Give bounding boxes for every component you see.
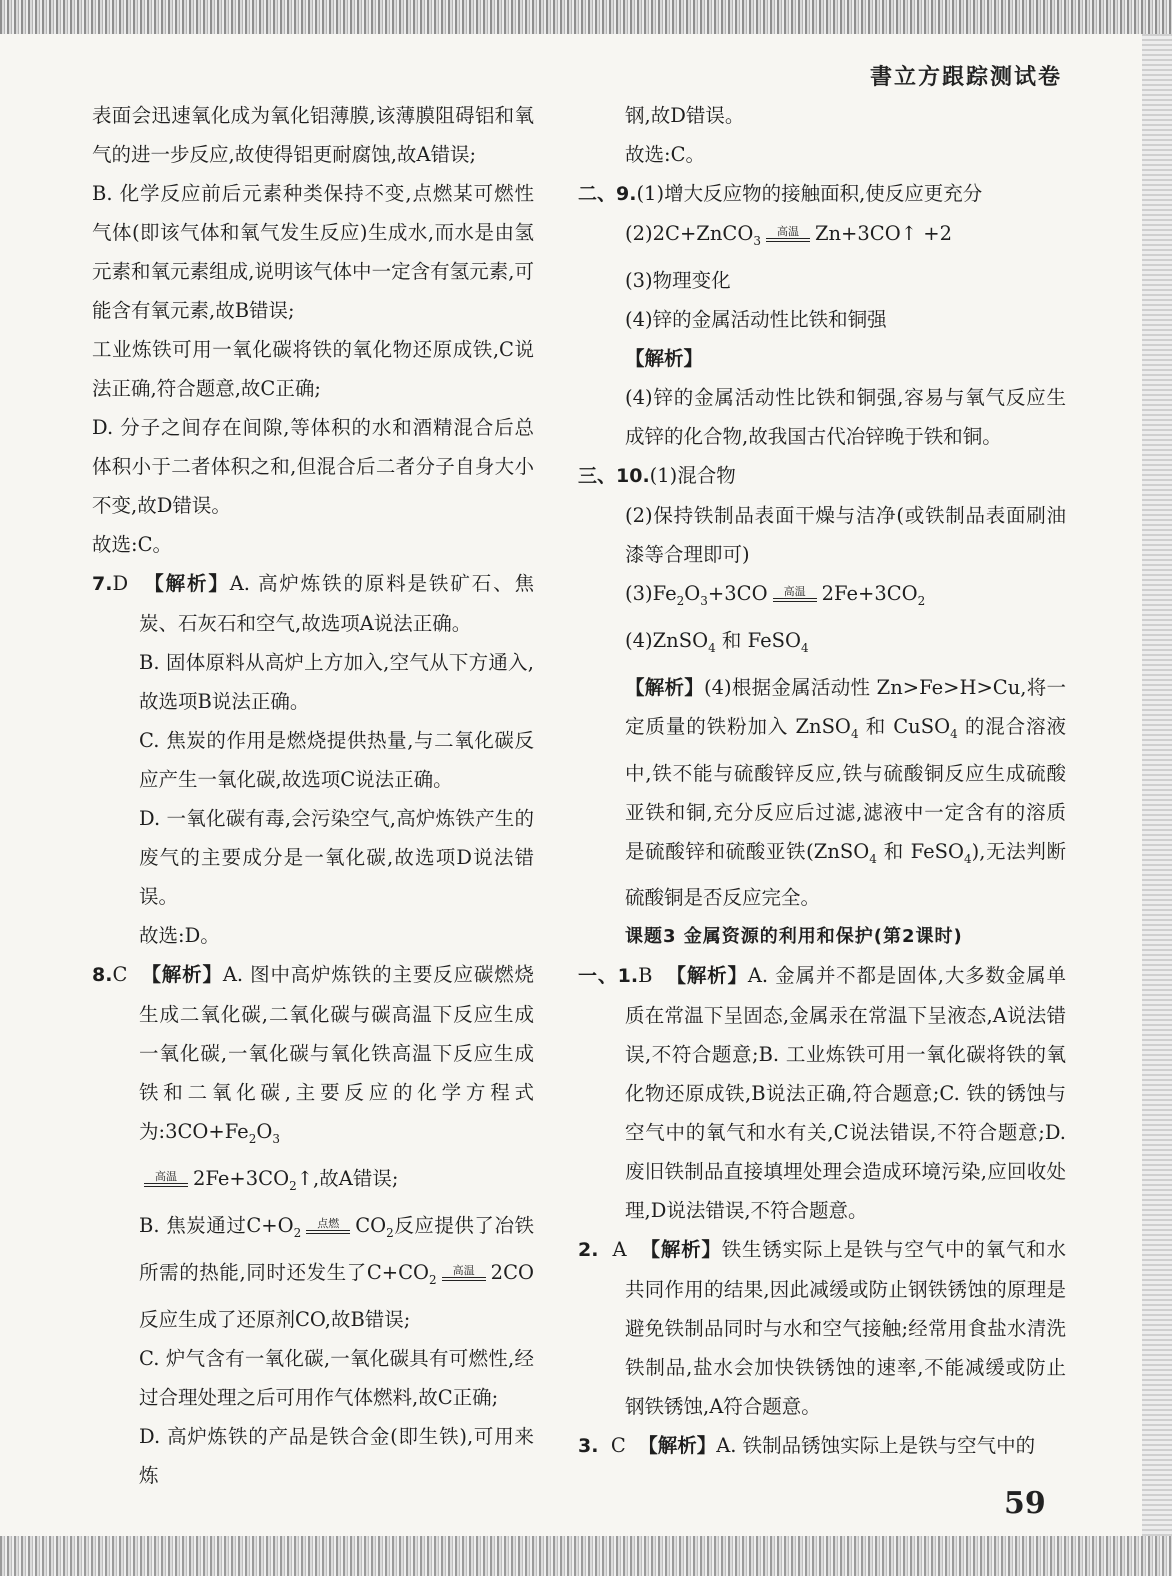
answer: (1)增大反应物的接触面积,使反应更充分 xyxy=(636,182,983,205)
reaction-condition: 高温 xyxy=(783,584,806,598)
formula-part: Zn+3CO↑ +2 xyxy=(814,222,952,245)
paragraph: D. 高炉炼铁的产品是铁合金(即生铁),可用来炼 xyxy=(139,1424,534,1487)
paragraph: 工业炼铁可用一氧化碳将铁的氧化物还原成铁,C说法正确,符合题意,故C正确; xyxy=(92,338,534,400)
subscript: 2 xyxy=(386,1225,394,1240)
analysis-tag: 【解析】 xyxy=(141,963,223,986)
question-2 xyxy=(578,1230,1066,1426)
lesson-heading: 课题3 金属资源的利用和保护(第2课时) xyxy=(625,926,963,948)
formula-part: ),无法判断硫酸铜是否反应完全。 xyxy=(625,839,1067,910)
equation-line xyxy=(92,1159,534,1206)
question-9 xyxy=(578,174,1066,214)
left-column xyxy=(92,96,534,1495)
reaction-condition: 高温 xyxy=(452,1263,475,1277)
paragraph: B. 固体原料从高炉上方加入,空气从下方通入,故选项B说法正确。 xyxy=(139,651,534,713)
reaction-condition: 点燃 xyxy=(317,1216,340,1230)
analysis-tag-line xyxy=(578,339,1066,378)
formula-part: (3)Fe xyxy=(625,581,677,605)
paragraph: 故选:C。 xyxy=(625,143,705,166)
subscript: 2 xyxy=(293,1225,302,1240)
subscript: 4 xyxy=(950,726,958,741)
formula-part: 和 FeSO xyxy=(715,628,801,652)
paragraph: 表面会迅速氧化成为氧化铝薄膜,该薄膜阻碍铝和氧气的进一步反应,故使得铝更耐腐蚀,故A错误; xyxy=(92,104,534,166)
scan-edge-right xyxy=(1142,34,1172,1536)
question-number: 三、10. xyxy=(578,464,650,487)
question-7 xyxy=(92,564,534,643)
answer: C xyxy=(610,1434,626,1458)
answer xyxy=(578,621,1066,668)
equation-line xyxy=(578,574,1066,621)
paragraph: 故选:D。 xyxy=(139,924,220,947)
formula-part: B. 焦炭通过C+O xyxy=(139,1213,294,1237)
answer: A xyxy=(612,1238,627,1262)
question-10 xyxy=(578,456,1066,496)
answer: B xyxy=(638,964,653,988)
reaction-condition: 高温 xyxy=(776,225,799,238)
subscript: 3 xyxy=(753,233,761,248)
explanation: A. 高炉炼铁的原料是铁矿石、焦炭、石灰石和空气,故选项A说法正确。 xyxy=(139,572,534,635)
formula-part: O xyxy=(684,581,701,605)
subscript: 3 xyxy=(272,1131,281,1146)
paragraph: C. 焦炭的作用是燃烧提供热量,与二氧化碳反应产生一氧化碳,故选项C说法正确。 xyxy=(139,729,534,791)
analysis-tag: 【解析】 xyxy=(625,675,705,699)
answer: (1)混合物 xyxy=(649,463,736,487)
formula-part: (2)2C+ZnCO xyxy=(625,222,754,245)
formula-part: (4)根据金属活动性 Zn>Fe>H>Cu,将一定质量的铁粉加入 ZnSO xyxy=(625,675,1066,738)
scan-edge-top xyxy=(0,0,1172,34)
explanation: (4)锌的金属活动性比铁和铜强,容易与氧气反应生成锌的化合物,故我国古代冶锌晚于铁和铜。 xyxy=(625,385,1066,448)
formula-part: 和 CuSO xyxy=(858,714,951,738)
explanation: 铁生锈实际上是铁与空气中的氧气和水共同作用的结果,因此减缓或防止钢铁锈蚀的原理是避免铁制品同时与水和空气接触;经常用食盐水清洗铁制品,盐水会加快铁锈蚀的速率,不能减缓或防止钢铁锈蚀,A符合题意。 xyxy=(625,1238,1066,1419)
subscript: 2 xyxy=(289,1178,297,1193)
subscript: 2 xyxy=(248,1131,257,1146)
paragraph: D. 一氧化碳有毒,会污染空气,高炉炼铁产生的废气的主要成分是一氧化碳,故选项D说法错误。 xyxy=(139,807,534,908)
formula-part: ↑,故A错误; xyxy=(296,1166,399,1190)
subscript: 2 xyxy=(429,1272,437,1287)
analysis-tag: 【解析】 xyxy=(666,964,748,988)
analysis-tag: 【解析】 xyxy=(144,572,230,595)
question-8 xyxy=(92,955,534,1159)
question-number: 2. xyxy=(578,1239,599,1262)
subscript: 3 xyxy=(700,593,708,608)
formula-part: 反应提供了冶铁所需的热能,同时还发生了C+CO xyxy=(139,1213,534,1284)
explanation: A. 铁制品锈蚀实际上是铁与空气中的 xyxy=(716,1434,1036,1458)
question-number: 7. xyxy=(92,573,113,595)
subscript: 4 xyxy=(869,851,877,866)
formula-part: 2CO反应生成了还原剂CO,故B错误; xyxy=(139,1260,534,1331)
formula-part: 的混合溶液中,铁不能与硫酸锌反应,铁与硫酸铜反应生成硫酸亚铁和铜,充分反应后过滤,滤液中一定含有的溶质是硫酸锌和硫酸亚铁(ZnSO xyxy=(625,714,1066,863)
analysis-tag: 【解析】 xyxy=(640,1238,722,1262)
formula-part: +3CO xyxy=(707,581,768,605)
question-number: 8. xyxy=(92,964,113,986)
subscript: 4 xyxy=(800,640,809,655)
paragraph: C. 炉气含有一氧化碳,一氧化碳具有可燃性,经过合理处理之后可用作气体燃料,故C正确; xyxy=(139,1346,534,1409)
answer: (2)保持铁制品表面干燥与洁净(或铁制品表面刷油漆等合理即可) xyxy=(625,503,1066,566)
explanation: A. 金属并不都是固体,大多数金属单质在常温下呈固态,金属汞在常温下呈液态,A说法错误,不符合题意;B. 工业炼铁可用一氧化碳将铁的氧化物还原成铁,B说法正确,符合题意;C. 铁的锈蚀与空气中的氧气和水有关,C说法错误,不符合题意;D. 废旧铁制品直接填埋处理会造成环境污染,应回收处理,D说法错误,不符合题意。 xyxy=(625,964,1066,1223)
paragraph: 故选:C。 xyxy=(92,533,172,556)
question-3 xyxy=(578,1426,1066,1466)
formula-part: 2Fe+3CO xyxy=(821,581,918,605)
answer: (3)物理变化 xyxy=(625,268,731,292)
paragraph: 钢,故D错误。 xyxy=(625,104,745,127)
question-1 xyxy=(578,956,1066,1230)
paragraph: B. 化学反应前后元素种类保持不变,点燃某可燃性气体(即该气体和氧气发生反应)生成水,而水是由氢元素和氧元素组成,说明该气体中一定含有氢元素,可能含有氧元素,故B错误; xyxy=(92,182,534,322)
explanation: A. 图中高炉炼铁的主要反应碳燃烧生成二氧化碳,二氧化碳与碳高温下反应生成一氧化碳,一氧化碳与氧化铁高温下反应生成铁和二氧化碳,主要反应的化学方程式为:3CO+Fe xyxy=(139,963,534,1143)
question-number: 一、1. xyxy=(578,965,639,988)
equation-line xyxy=(578,214,1066,261)
analysis-tag: 【解析】 xyxy=(638,1434,717,1458)
answer: (4)锌的金属活动性比铁和铜强 xyxy=(625,307,887,331)
page-number: 59 xyxy=(1004,1486,1046,1521)
answer: C xyxy=(112,963,128,986)
subscript: 4 xyxy=(964,851,972,866)
explanation xyxy=(578,668,1066,918)
header-title: 書立方跟踪测试卷 xyxy=(869,65,1062,90)
formula-part: O xyxy=(256,1120,273,1143)
question-number: 3. xyxy=(578,1435,599,1458)
formula-part: (4)ZnSO xyxy=(625,628,709,652)
scan-edge-bottom xyxy=(0,1536,1172,1576)
answer: D xyxy=(112,572,129,595)
paragraph: D. 分子之间存在间隙,等体积的水和酒精混合后总体积小于二者体积之和,但混合后二者分子自身大小不变,故D错误。 xyxy=(92,416,534,517)
reaction-condition: 高温 xyxy=(155,1169,177,1183)
paragraph xyxy=(92,1206,534,1339)
subscript: 2 xyxy=(917,593,926,608)
subscript: 4 xyxy=(850,726,859,741)
subscript: 4 xyxy=(708,640,716,655)
right-column xyxy=(578,96,1066,1466)
formula-part: 2Fe+3CO xyxy=(193,1166,290,1190)
question-number: 二、9. xyxy=(578,183,637,205)
formula-part: CO xyxy=(355,1213,387,1237)
analysis-tag: 【解析】 xyxy=(625,346,704,370)
formula-part: 和 FeSO xyxy=(876,839,965,863)
subscript: 2 xyxy=(676,593,685,608)
